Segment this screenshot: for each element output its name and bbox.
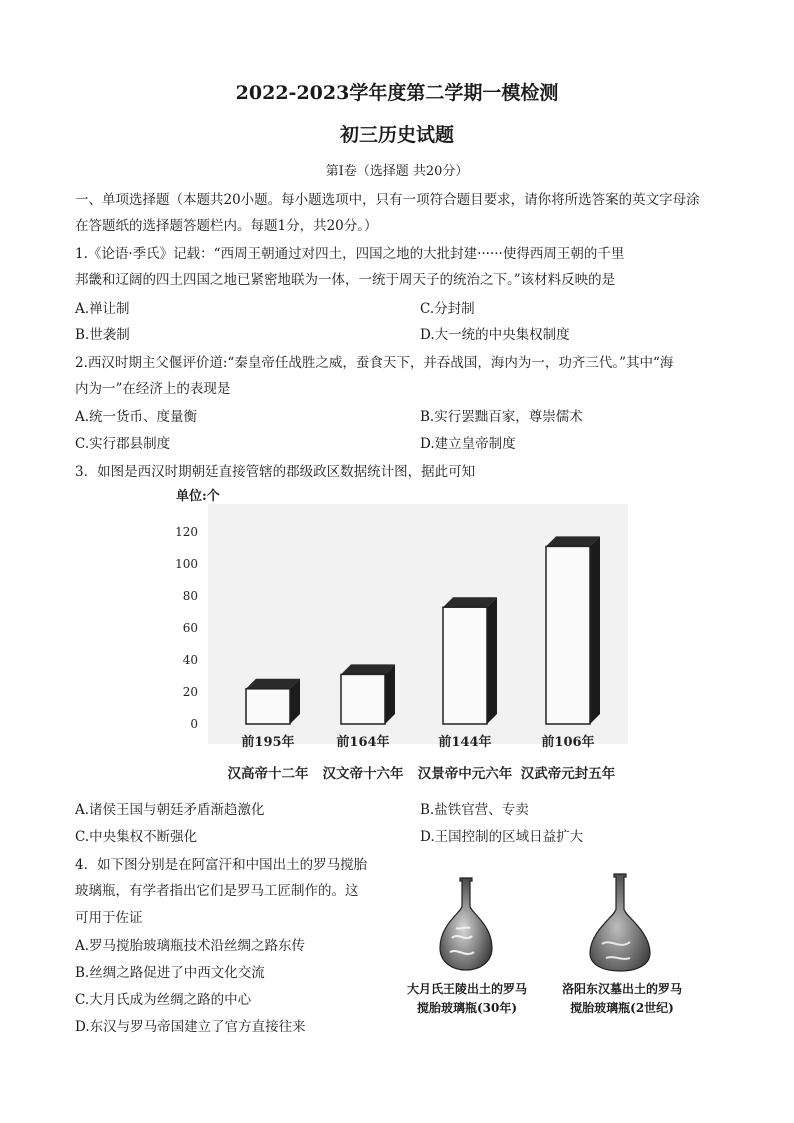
bar-chart [168,484,648,784]
vase-right-caption-line-2: 搅胎玻璃瓶(2世纪) [570,1001,674,1015]
x-sublabel: 汉景帝中元六年 [417,766,513,782]
bar-side [590,536,600,724]
bar [443,597,497,724]
vase-drawings [392,868,712,978]
q3-stem: 3．如图是西汉时期朝廷直接管辖的郡级政区数据统计图，据此可知 [75,464,476,480]
vase-right-caption-line-1: 洛阳东汉墓出土的罗马 [561,982,682,996]
bar-front [341,674,385,724]
bar-side [487,597,497,724]
page-title: 2022-2023学年度第二学期一模检测 [235,82,559,104]
page-subtitle: 初三历史试题 [339,124,454,146]
y-tick-label: 60 [182,621,198,635]
q2-stem-line-2: 内为一”在经济上的表现是 [75,381,231,397]
q2-option-b[interactable]: B.实行罢黜百家，尊崇儒术 [420,409,583,425]
x-category-label: 前164年 [336,735,390,750]
q1-option-d[interactable]: D.大一统的中央集权制度 [420,327,570,343]
q4-stem-line-1: 4．如下图分别是在阿富汗和中国出土的罗马搅胎 [75,857,368,873]
section-heading: 第Ⅰ卷（选择题 共20分） [325,164,469,179]
y-tick-label: 80 [182,589,198,603]
instructions-line-2: 在答题纸的选择题答题栏内。每题1分，共20分。） [75,218,378,234]
q1-option-c[interactable]: C.分封制 [420,301,475,317]
bar-front [443,607,487,724]
instructions-line-1: 一、单项选择题（本题共20小题。每小题选项中，只有一项符合题目要求，请你将所选答案的英文字母涂 [75,192,700,208]
q2-option-a[interactable]: A.统一货币、度量衡 [75,409,198,425]
vase-left-caption [392,980,542,1018]
y-tick-label: 40 [182,653,198,667]
bar [246,679,300,724]
q2-option-c[interactable]: C.实行郡县制度 [75,436,171,452]
q4-option-c[interactable]: C.大月氏成为丝绸之路的中心 [75,992,252,1008]
q4-stem-line-3: 可用于佐证 [75,910,143,926]
q2-option-d[interactable]: D.建立皇帝制度 [420,436,516,452]
y-tick-label: 100 [175,557,198,571]
bar-front [546,546,590,724]
y-axis-ticks [175,525,198,731]
q1-option-b[interactable]: B.世袭制 [75,327,130,343]
q1-stem-line-2: 邦畿和辽阔的四土四国之地已紧密地联为一体，一统于周天子的统治之下。”该材料反映的是 [75,272,616,288]
vase-left-icon [440,878,492,970]
bar-front [246,689,290,724]
vase-figure [392,868,712,1028]
x-category-label: 前106年 [541,735,595,750]
x-category-label: 前195年 [241,735,295,750]
vase-right-icon [590,874,650,971]
q3-option-a[interactable]: A.诸侯王国与朝廷矛盾渐趋激化 [75,802,265,818]
q3-option-c[interactable]: C.中央集权不断强化 [75,829,198,845]
y-tick-label: 20 [182,685,198,699]
y-tick-label: 0 [190,717,198,731]
x-sublabel: 汉文帝十六年 [322,766,404,782]
x-category-label: 前144年 [438,735,492,750]
q3-option-d[interactable]: D.王国控制的区域日益扩大 [420,829,584,845]
vase-left-caption-line-2: 搅胎玻璃瓶(30年) [416,1001,518,1015]
vase-left-caption-line-1: 大月氏王陵出土的罗马 [406,982,527,996]
bar [546,536,600,724]
q1-option-a[interactable]: A.禅让制 [75,301,130,317]
q4-stem-line-2: 玻璃瓶，有学者指出它们是罗马工匠制作的。这 [75,883,359,899]
y-tick-label: 120 [175,525,198,539]
q4-option-d[interactable]: D.东汉与罗马帝国建立了官方直接往来 [75,1019,306,1035]
chart-unit-label: 单位:个 [176,489,220,504]
q3-option-b[interactable]: B.盐铁官营、专卖 [420,802,529,818]
q1-stem-line-1: 1.《论语·季氏》记载：“西周王朝通过对四土，四国之地的大批封建······使得西周王朝的千里 [75,246,625,262]
x-sublabel: 汉武帝元封五年 [520,766,616,782]
q2-stem-line-1: 2.西汉时期主父偃评价道:“秦皇帝任战胜之威，蚕食天下，并吞战国，海内为一，功齐三代。”其中“海 [75,355,674,371]
bar [341,664,395,724]
q4-option-b[interactable]: B.丝绸之路促进了中西文化交流 [75,965,265,981]
x-sublabel: 汉高帝十二年 [227,766,309,782]
q4-option-a[interactable]: A.罗马搅胎玻璃瓶技术沿丝绸之路东传 [75,938,306,954]
vase-right-caption [547,980,697,1018]
bar-side [385,664,395,724]
